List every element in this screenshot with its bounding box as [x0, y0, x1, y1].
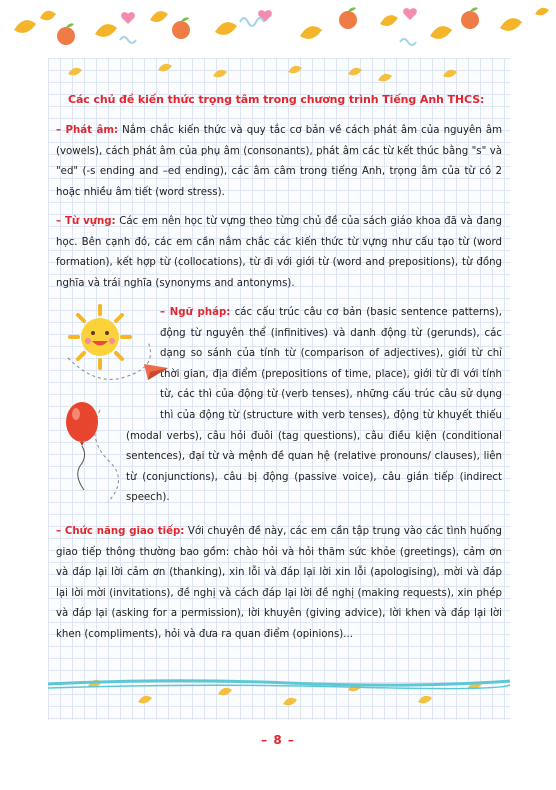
- leaf-icon: [213, 70, 227, 78]
- decorative-wave-line: [48, 676, 510, 690]
- leaf-icon: [380, 15, 398, 26]
- leaf-icon: [158, 64, 172, 72]
- leaf-icon: [40, 11, 56, 20]
- leaf-icon: [418, 696, 432, 704]
- label-grammar: – Ngữ pháp:: [160, 307, 231, 318]
- leaf-icon: [283, 698, 297, 706]
- page-number: – 8 –: [261, 733, 295, 747]
- label-communication: – Chức năng giao tiếp:: [56, 526, 185, 537]
- paragraph-vocabulary: [56, 212, 502, 294]
- heart-icon: [121, 12, 135, 24]
- apple-icon: [339, 11, 357, 29]
- heart-icon: [258, 10, 272, 22]
- text-vocabulary: Các em nên học từ vựng theo từng chủ đề của sách giáo khoa đã và đang học. Bên cạnh đó, các em cần nắm chắc các kiến thức từ vựng như cấu tạo từ (word formation), kết hợp từ (collocations), từ đi với giới từ (word and prepositions), từ đồng nghĩa và trái nghĩa (synonyms and antonyms).: [56, 216, 502, 289]
- heart-icon: [403, 8, 417, 20]
- paper-plane-icon: [144, 364, 168, 380]
- leaf-icon: [443, 70, 457, 78]
- leaf-icon: [300, 26, 322, 39]
- paragraph-communication: [56, 522, 502, 646]
- leaf-icon: [150, 11, 168, 22]
- leaf-icon: [535, 8, 549, 16]
- apple-icon: [461, 11, 479, 29]
- leaf-icon: [95, 24, 117, 37]
- balloon-icon: [66, 402, 98, 490]
- leaf-icon: [348, 68, 362, 76]
- illustration-group: [60, 300, 170, 510]
- apple-icon: [57, 27, 75, 45]
- paragraph-phonetics: [56, 121, 502, 203]
- sun-icon: [70, 306, 130, 368]
- apple-icon: [172, 21, 190, 39]
- leaf-icon: [14, 20, 36, 33]
- section-heading: Các chủ đề kiến thức trọng tâm trong chương trình Tiếng Anh THCS:: [68, 93, 485, 106]
- text-grammar: các cấu trúc câu cơ bản (basic sentence patterns), động từ nguyên thể (infinitives) và danh động từ (gerunds), các dạng so sánh của tính từ (comparison of adjectives), giới từ chỉ thời gian, địa điểm (prepositions of time, place), giới từ đi với tính từ, các thì của động từ (verb tenses), những cấu trúc câu sử dụng thì của động từ (structure with verb tenses), động từ khuyết thiếu (modal verbs), câu hỏi đuôi (tag questions), câu điều kiện (conditional sentences), đại từ và mệnh đề quan hệ (relative pronouns/ clauses), liên từ (conjunctions), câu bị động (passive voice), câu gián tiếp (indirect speech).: [126, 307, 502, 504]
- text-phonetics: Nắm chắc kiến thức và quy tắc cơ bản về cách phát âm của nguyên âm (vowels), cách phát âm của phụ âm (consonants), phát âm các từ kết thúc bằng "s" và "ed" (-s ending and –ed ending), các âm câm trong tiếng Anh, trọng âm của từ có 2 hoặc nhiều âm tiết (word stress).: [56, 125, 503, 198]
- top-decorative-border: [0, 0, 556, 58]
- leaf-icon: [68, 68, 82, 76]
- leaf-icon: [500, 18, 522, 31]
- leaf-icon: [430, 26, 452, 39]
- leaf-icon: [138, 696, 152, 704]
- top-border-art: [0, 0, 556, 58]
- leaf-icon: [378, 74, 392, 82]
- leaf-icon: [215, 22, 237, 35]
- leaf-icon: [288, 66, 302, 74]
- label-vocabulary: – Từ vựng:: [56, 216, 116, 227]
- text-communication: Với chuyên đề này, các em cần tập trung vào các tình huống giao tiếp thông thường bao gồm: chào hỏi và hỏi thăm sức khỏe (greetings), cảm ơn và đáp lại lời cảm ơn (thanking), xin lỗi và đáp lại lời xin lỗi (apologising), mời và đáp lại lời mời (invitations), đề nghị và cách đáp lại lời đề nghị (making requests), xin phép và đáp lại (asking for a permission), lời khuyên (giving advice), lời khen và đáp lại lời khen (compliments), hỏi và đưa ra quan điểm (opinions)...: [56, 526, 502, 640]
- label-phonetics: – Phát âm:: [56, 125, 119, 136]
